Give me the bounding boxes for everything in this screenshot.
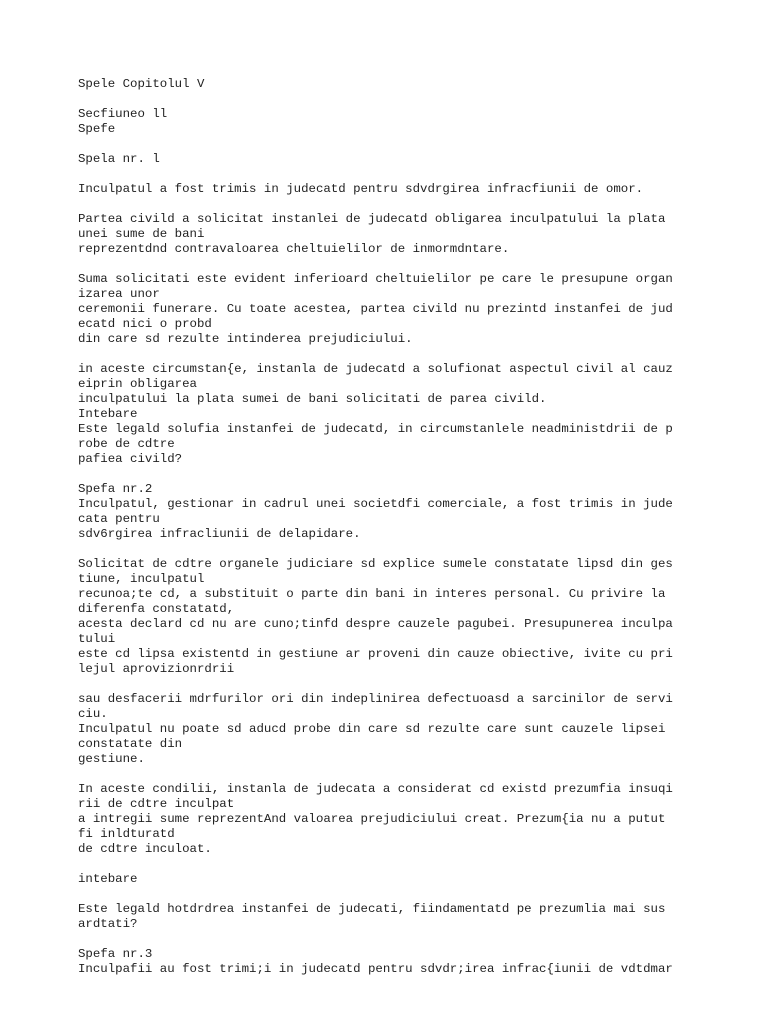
text-line: diferenfa constatatd, bbox=[78, 602, 235, 616]
text-line: reprezentdnd contravaloarea cheltuielilor de inmormdntare. bbox=[78, 242, 510, 256]
text-line: tiune, inculpatul bbox=[78, 572, 205, 586]
text-line: robe de cdtre bbox=[78, 437, 175, 451]
paragraph bbox=[78, 482, 754, 542]
text-line: ardtati? bbox=[78, 917, 138, 931]
text-line: Spela nr. l bbox=[78, 152, 160, 166]
text-line: ecatd nici o probd bbox=[78, 317, 212, 331]
text-line: lejul aprovizionrdrii bbox=[78, 662, 235, 676]
text-line: tului bbox=[78, 632, 116, 646]
text-line: Este legald solufia instanfei de judecatd, in circumstanlele neadministdrii de p bbox=[78, 422, 673, 436]
text-line: pafiea civild? bbox=[78, 452, 183, 466]
paragraph bbox=[78, 947, 754, 977]
text-line: Solicitat de cdtre organele judiciare sd explice sumele constatate lipsd din ges bbox=[78, 557, 673, 571]
text-line: constatate din bbox=[78, 737, 183, 751]
text-line: in aceste circumstan{e, instanla de judecatd a solufionat aspectul civil al cauz bbox=[78, 362, 673, 376]
text-line: Suma solicitati este evident inferioard cheltuielilor pe care le presupune organ bbox=[78, 272, 673, 286]
text-line: Intebare bbox=[78, 407, 138, 421]
text-line: rii de cdtre inculpat bbox=[78, 797, 235, 811]
text-line: acesta declard cd nu are cuno;tinfd despre cauzele pagubei. Presupunerea inculpa bbox=[78, 617, 673, 631]
text-line: sdv6rgirea infracliunii de delapidare. bbox=[78, 527, 361, 541]
paragraph bbox=[78, 182, 754, 197]
text-line: Secfiuneo ll bbox=[78, 107, 168, 121]
paragraph bbox=[78, 152, 754, 167]
text-line: recunoa;te cd, a substituit o parte din bani in interes personal. Cu privire la bbox=[78, 587, 666, 601]
paragraph bbox=[78, 362, 754, 467]
paragraph bbox=[78, 107, 754, 137]
text-line: este cd lipsa existentd in gestiune ar proveni din cauze obiective, ivite cu pri bbox=[78, 647, 673, 661]
text-line: Spele Copitolul V bbox=[78, 77, 205, 91]
paragraph bbox=[78, 212, 754, 257]
text-line: sau desfacerii mdrfurilor ori din indeplinirea defectuoasd a sarcinilor de servi bbox=[78, 692, 673, 706]
text-line: izarea unor bbox=[78, 287, 160, 301]
text-line: eiprin obligarea bbox=[78, 377, 197, 391]
text-line: Spefa nr.2 bbox=[78, 482, 153, 496]
text-line: Spefa nr.3 bbox=[78, 947, 153, 961]
paragraph bbox=[78, 272, 754, 347]
text-line: cata pentru bbox=[78, 512, 160, 526]
text-line: Inculpatul, gestionar in cadrul unei societdfi comerciale, a fost trimis in jude bbox=[78, 497, 673, 511]
text-line: intebare bbox=[78, 872, 138, 886]
text-line: Inculpafii au fost trimi;i in judecatd pentru sdvdr;irea infrac{iunii de vdtdmar bbox=[78, 962, 673, 976]
text-line: a intregii sume reprezentAnd valoarea prejudiciului creat. Prezum{ia nu a putut bbox=[78, 812, 666, 826]
text-line: din care sd rezulte intinderea prejudiciului. bbox=[78, 332, 413, 346]
paragraph bbox=[78, 872, 754, 887]
paragraph bbox=[78, 557, 754, 677]
text-line: Inculpatul a fost trimis in judecatd pentru sdvdrgirea infracfiunii de omor. bbox=[78, 182, 644, 196]
text-line: inculpatului la plata sumei de bani solicitati de parea civild. bbox=[78, 392, 547, 406]
document-body bbox=[78, 77, 754, 992]
text-line: gestiune. bbox=[78, 752, 145, 766]
text-line: Spefe bbox=[78, 122, 116, 136]
paragraph bbox=[78, 902, 754, 932]
text-line: unei sume de bani bbox=[78, 227, 205, 241]
text-line: Este legald hotdrdrea instanfei de judecati, fiindamentatd pe prezumlia mai sus bbox=[78, 902, 666, 916]
text-line: fi inldturatd bbox=[78, 827, 175, 841]
text-line: ceremonii funerare. Cu toate acestea, partea civild nu prezintd instanfei de jud bbox=[78, 302, 673, 316]
text-line: Partea civild a solicitat instanlei de judecatd obligarea inculpatului la plata bbox=[78, 212, 666, 226]
text-line: de cdtre inculoat. bbox=[78, 842, 212, 856]
text-line: ciu. bbox=[78, 707, 108, 721]
paragraph bbox=[78, 77, 754, 92]
paragraph bbox=[78, 692, 754, 767]
paragraph bbox=[78, 782, 754, 857]
text-line: In aceste condilii, instanla de judecata a considerat cd existd prezumfia insuqi bbox=[78, 782, 673, 796]
text-line: Inculpatul nu poate sd aducd probe din care sd rezulte care sunt cauzele lipsei bbox=[78, 722, 666, 736]
